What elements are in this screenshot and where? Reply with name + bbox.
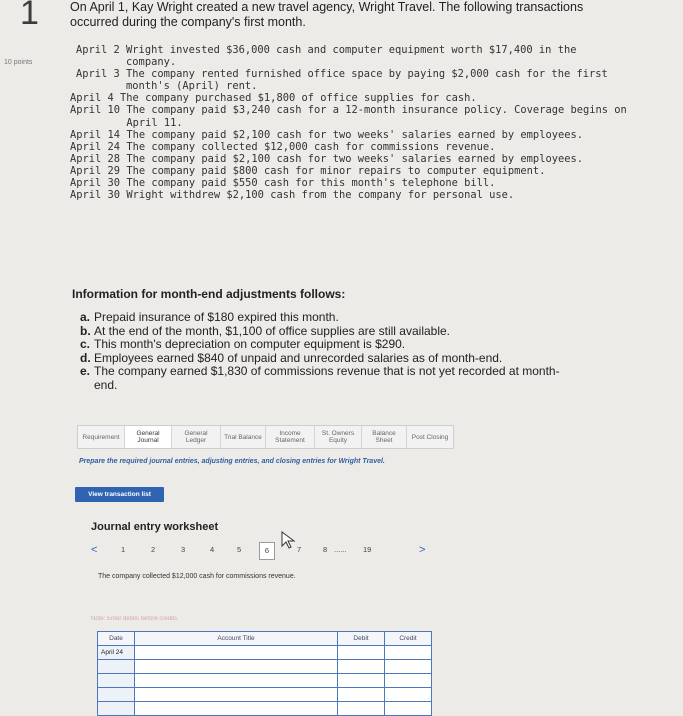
- credit-input[interactable]: [385, 646, 432, 660]
- tab-general-journal[interactable]: General Journal: [125, 426, 172, 448]
- transaction-row: [70, 141, 630, 153]
- tab-post-closing[interactable]: Post Closing: [411, 433, 449, 441]
- worksheet-title: Journal entry worksheet: [91, 521, 219, 533]
- journal-row: [98, 660, 432, 674]
- instruction-prompt: Prepare the required journal entries, adjusting entries, and closing entries for Wright Travel.: [79, 458, 385, 465]
- date-column-header: Date: [98, 632, 135, 646]
- transaction-text: Wright withdrew $2,100 cash from the company for personal use.: [126, 189, 515, 202]
- account-title-input[interactable]: [135, 660, 338, 674]
- adjustment-letter: c.: [80, 337, 91, 352]
- page-7[interactable]: 7: [297, 545, 302, 554]
- adjustment-item: [80, 352, 570, 366]
- transaction-text: The company purchased $1,800 of office supplies for cash.: [120, 92, 477, 105]
- adjustment-letter: d.: [80, 350, 91, 365]
- tab-trial-balance[interactable]: Trial Balance: [221, 426, 266, 448]
- transaction-list: [70, 44, 630, 201]
- adjustment-text: The company earned $1,830 of commissions revenue that is not yet recorded at month-end.: [94, 364, 560, 392]
- journal-entry-table: [97, 631, 432, 716]
- transaction-date: April 2: [76, 44, 127, 56]
- page-ellipsis: ......: [334, 545, 347, 554]
- transaction-date: April 14: [70, 128, 127, 141]
- adjustment-item: [80, 338, 570, 352]
- debit-input[interactable]: [338, 660, 385, 674]
- points-label: 10 points: [4, 59, 33, 66]
- adjustment-item: [80, 325, 570, 339]
- adjustment-letter: b.: [80, 323, 91, 338]
- transaction-date: April 28: [70, 152, 127, 165]
- page-2[interactable]: 2: [151, 545, 156, 554]
- transaction-date: April 3: [76, 68, 127, 81]
- transaction-date: April 4: [70, 92, 121, 105]
- transaction-row: [70, 129, 630, 141]
- adjustment-text: At the end of the month, $1,100 of office supplies are still available.: [94, 323, 451, 338]
- transaction-row: [70, 153, 630, 165]
- journal-row: [98, 702, 432, 716]
- debit-input[interactable]: [338, 646, 385, 660]
- transaction-date: April 30: [70, 189, 127, 202]
- transaction-text: The company paid $550 cash for this month's telephone bill.: [126, 177, 496, 190]
- account-title-input[interactable]: [135, 646, 338, 660]
- transaction-date: April 29: [70, 164, 127, 177]
- transaction-date: April 30: [70, 177, 127, 190]
- page-8[interactable]: 8: [323, 545, 328, 554]
- page-6-current[interactable]: 6: [259, 542, 275, 560]
- credit-input[interactable]: [385, 660, 432, 674]
- transaction-row: [70, 92, 630, 104]
- transaction-text: The company collected $12,000 cash for commissions revenue.: [126, 140, 496, 153]
- credit-input[interactable]: [385, 702, 432, 716]
- page-3[interactable]: 3: [181, 545, 186, 554]
- account-title-input[interactable]: [135, 674, 338, 688]
- debit-input[interactable]: [338, 702, 385, 716]
- transaction-text: Wright invested $36,000 cash and computer equipment worth $17,400 in the company.: [126, 44, 577, 69]
- debit-column-header: Debit: [338, 632, 385, 646]
- adjustment-letter: e.: [80, 364, 91, 379]
- date-cell[interactable]: April 24: [98, 646, 135, 660]
- journal-row: [98, 688, 432, 702]
- date-cell[interactable]: [98, 688, 135, 702]
- transaction-row: [70, 104, 630, 128]
- transaction-text: The company paid $2,100 cash for two weeks' salaries earned by employees.: [126, 152, 583, 165]
- date-cell[interactable]: [98, 702, 135, 716]
- debit-input[interactable]: [338, 688, 385, 702]
- transaction-row: [76, 44, 630, 68]
- transaction-date: April 24: [70, 140, 127, 153]
- transaction-date: April 10: [70, 104, 127, 117]
- transaction-text: The company paid $3,240 cash for a 12-month insurance policy. Coverage begins on April 11.: [126, 104, 627, 129]
- adjustment-item: [80, 365, 570, 392]
- credit-input[interactable]: [385, 674, 432, 688]
- transaction-row: [70, 165, 630, 177]
- next-arrow-icon[interactable]: >: [419, 544, 426, 556]
- journal-row: [98, 674, 432, 688]
- requirement-tabs: [77, 425, 454, 449]
- adjustments-list: [80, 311, 570, 393]
- transaction-text: The company rented furnished office space by paying $2,000 cash for the first month's (April) rent.: [126, 68, 608, 93]
- transaction-text: The company paid $2,100 cash for two weeks' salaries earned by employees.: [126, 128, 583, 141]
- debits-credits-note: Note: Enter debits before credits.: [91, 616, 179, 622]
- mouse-cursor-icon: [279, 530, 297, 550]
- account-title-column-header: Account Title: [135, 632, 338, 646]
- page-19[interactable]: 19: [363, 545, 372, 554]
- adjustments-heading: Information for month-end adjustments follows:: [72, 287, 346, 301]
- adjustment-text: Prepaid insurance of $180 expired this month.: [94, 310, 339, 324]
- credit-column-header: Credit: [385, 632, 432, 646]
- page-1[interactable]: 1: [121, 545, 126, 554]
- adjustment-text: This month's depreciation on computer equipment is $290.: [94, 337, 406, 352]
- transaction-description: The company collected $12,000 cash for commissions revenue.: [98, 573, 296, 580]
- account-title-input[interactable]: [135, 702, 338, 716]
- transaction-row: [76, 68, 630, 92]
- question-number: 1: [20, 0, 39, 32]
- date-cell[interactable]: [98, 660, 135, 674]
- credit-input[interactable]: [385, 688, 432, 702]
- debit-input[interactable]: [338, 674, 385, 688]
- tab-general-ledger[interactable]: General Ledger: [172, 426, 221, 448]
- prev-arrow-icon[interactable]: <: [91, 544, 98, 556]
- transaction-row: [70, 189, 630, 201]
- page-5[interactable]: 5: [237, 545, 242, 554]
- tab-income-statement[interactable]: Income Statement: [266, 426, 315, 448]
- page-4[interactable]: 4: [210, 545, 215, 554]
- adjustment-item: [80, 311, 570, 325]
- transaction-row: [70, 177, 630, 189]
- transaction-text: The company paid $800 cash for minor repairs to computer equipment.: [126, 164, 546, 177]
- view-transaction-list-button[interactable]: View transaction list: [75, 487, 164, 502]
- adjustment-text: Employees earned $840 of unpaid and unrecorded salaries as of month-end.: [94, 350, 503, 365]
- tab-requirement[interactable]: Requirement: [78, 426, 125, 448]
- tab-st-owners-equity[interactable]: St. Owners Equity: [315, 426, 362, 448]
- question-intro: On April 1, Kay Wright created a new travel agency, Wright Travel. The following transactions occurred during the company's first month.: [70, 0, 584, 29]
- adjustment-letter: a.: [80, 310, 91, 324]
- date-cell[interactable]: [98, 674, 135, 688]
- journal-row: [98, 646, 432, 660]
- account-title-input[interactable]: [135, 688, 338, 702]
- tab-balance-sheet[interactable]: Balance Sheet: [362, 426, 407, 448]
